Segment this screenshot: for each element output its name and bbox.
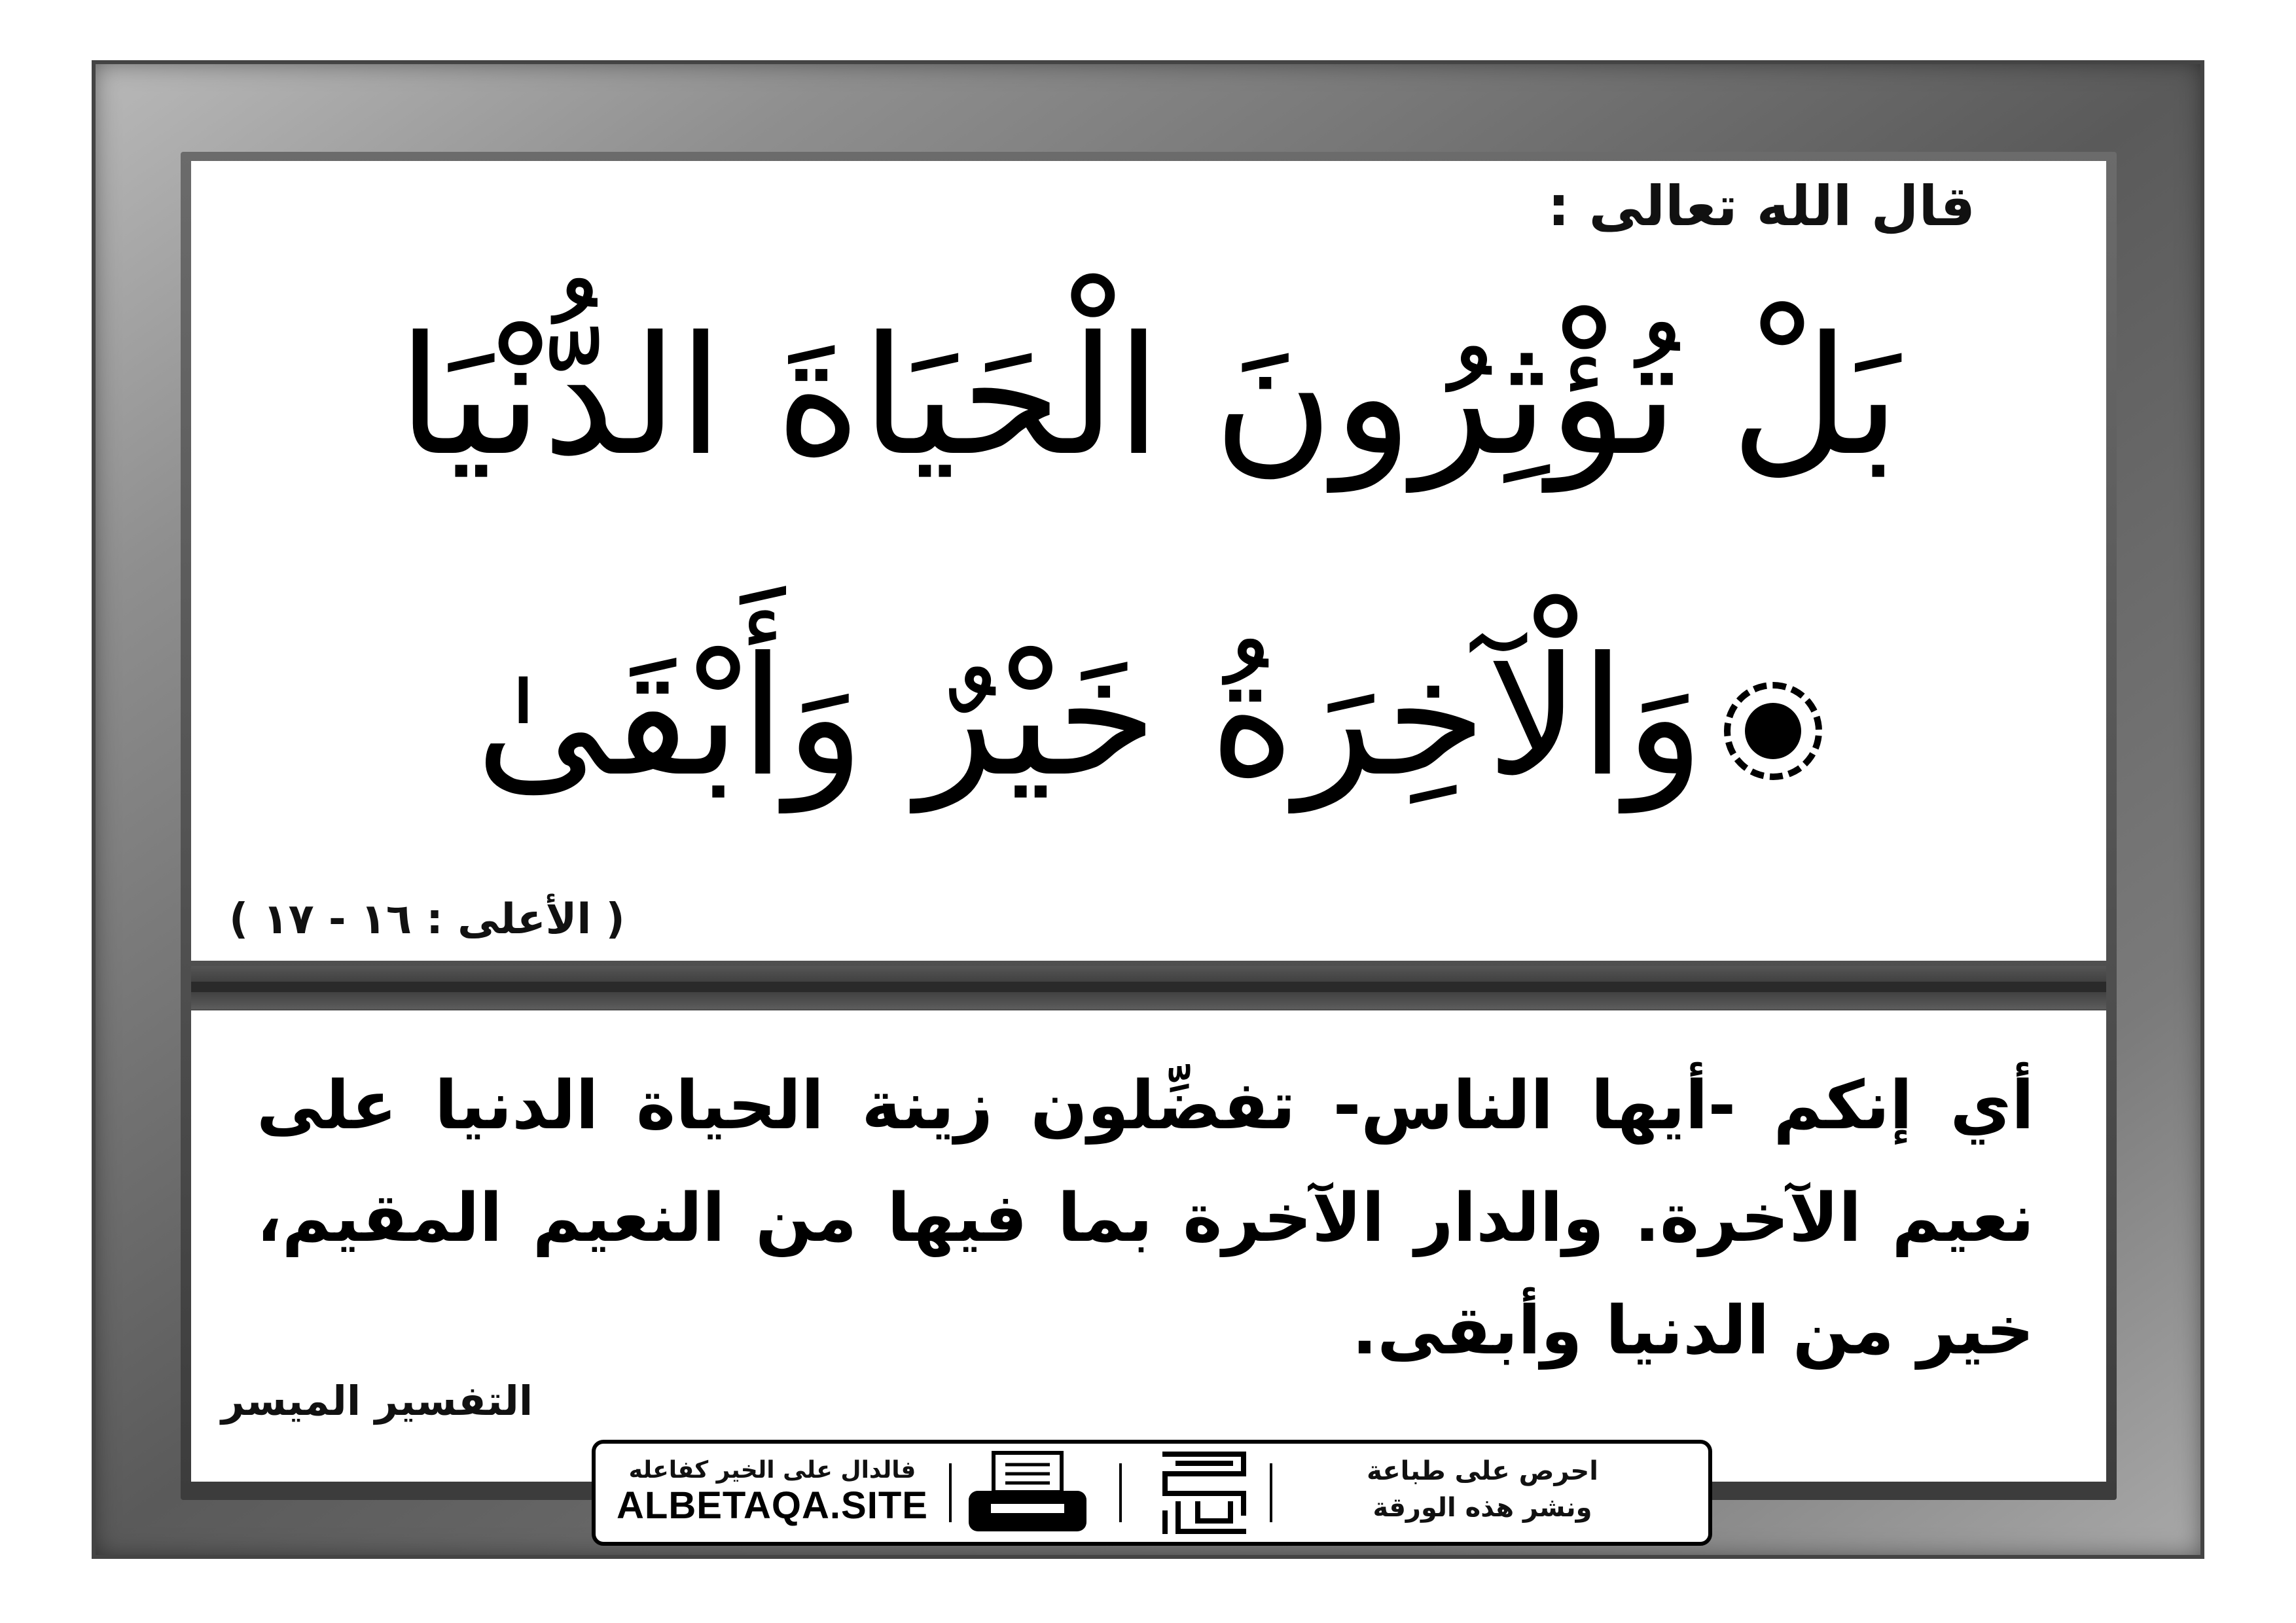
footer-urge-line-1: احرص على طباعة (1367, 1456, 1598, 1486)
footer-separator-3 (1270, 1463, 1272, 1522)
verse-reference: ( الأعلى : ١٦ - ١٧ ) (229, 895, 625, 944)
footer-website-box (609, 1453, 936, 1530)
verse-intro: قال الله تعالى : (1547, 174, 1975, 238)
verse-line-2-text: وَالْآخِرَةُ خَيْرٌ وَأَبْقَىٰ (475, 622, 1704, 812)
ayah-marker-icon (1724, 682, 1822, 780)
tafsir-source: التفسير الميسر (221, 1377, 533, 1425)
verse-panel (191, 161, 2106, 961)
footer-separator-2 (1119, 1463, 1122, 1522)
footer-urge-line-2: ونشر هذه الورقة (1372, 1493, 1592, 1523)
tafsir-panel (191, 1010, 2106, 1482)
footer-site-link[interactable]: ALBETAQA.SITE (617, 1484, 928, 1527)
divider-line (191, 982, 2106, 992)
footer-motto: فالدال على الخير كفاعله (628, 1457, 916, 1484)
footer-separator (949, 1463, 952, 1522)
tafsir-text: أي إنكم -أيها الناس- تفضِّلون زينة الحياة الدنيا على نعيم الآخرة. والدار الآخرة بما فيها من النعيم المقيم، خير من الدنيا وأبقى. (257, 1067, 2034, 1370)
verse-line-1: بَلْ تُؤْثِرُونَ الْحَيَاةَ الدُّنْيَا (397, 301, 1900, 491)
printer-icon (962, 1450, 1093, 1535)
verse-line-2 (191, 619, 2106, 815)
footer-urge-box (1283, 1453, 1682, 1530)
section-divider (191, 966, 2106, 1009)
footer-bar (592, 1440, 1712, 1546)
dawat-alwaraqa-logo (1158, 1448, 1250, 1538)
